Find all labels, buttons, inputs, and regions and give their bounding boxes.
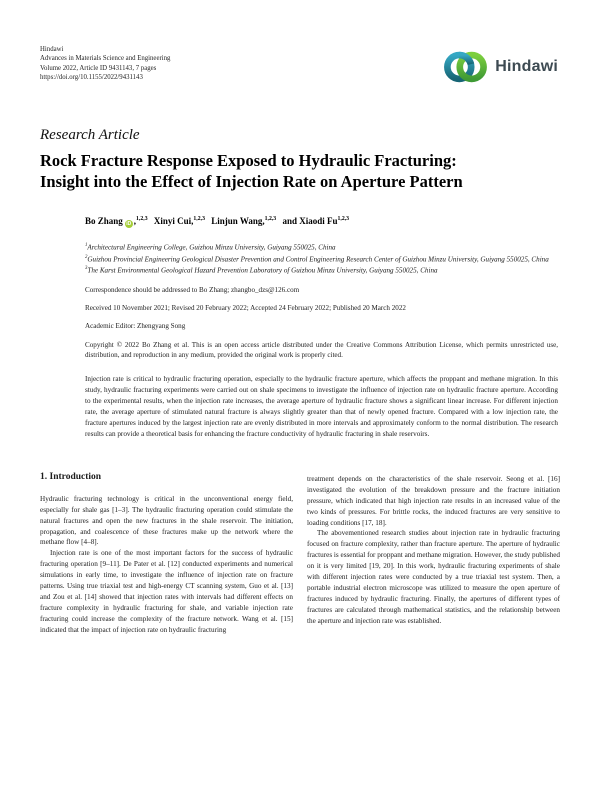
article-body (40, 472, 560, 636)
abstract-text: Injection rate is critical to hydraulic fracturing operation, especially to the hydraulic fracture aperture, which affects the proppant and methane migration. In this study, hydraulic fracturing experiments were carried out on shale specimens to investigate the influence of injection rate on hydraulic fracture aperture. According to the experimental results, when the injection rate increases, the average aperture of hydraulic fracture shows a significant linear increase. For different injection rate, the average aperture of stimulated natural fracture is always slightly greater than that of newly opened fracture. Compared with a low injection rate, the fracture apertures induced by the largest injection rate are evenly distributed in more intervals and approximately conform to the normal distribution. The research results can provide a theoretical basis for enhancing the fracture conductivity of hydraulic fracturing in shale reservoirs. (85, 374, 558, 438)
hindawi-rings-icon (442, 47, 488, 87)
author-bo-zhang: Bo Zhang iD ,$^{1,2,3}$ (85, 216, 148, 227)
affiliation-2: $^2$Guizhou Provincial Engineering Geological Disaster Prevention and Control Engineering Research Center of Guizhou Minzu University, Guiyang 550025, China (85, 254, 549, 263)
journal-name: Advances in Materials Science and Engineering (40, 55, 171, 63)
correspondence-line[interactable]: Correspondence should be addressed to Bo Zhang; zhangbo_dzs@126.com (85, 285, 300, 294)
section-heading-introduction: 1. Introduction (40, 471, 102, 482)
page-header (40, 45, 560, 87)
article-title-line1: Rock Fracture Response Exposed to Hydraulic Fracturing: (40, 151, 457, 170)
intro-paragraph-2: Injection rate is one of the most important factors for the success of hydraulic fracturing operation [9–11]. De Pater et al. [12] conducted experiments and numerical simulations in early time, to investigate the influence of injection rate on fracture patterns. Using true triaxial test and high-energy CT scanning system, Guo et al. [13] and Zou et al. [14] showed that injection rates with intervals had different effects on fracture complexity in hydraulic fracturing for shale, and variable injection rate fracturing could increase the complexity of the fracture network. Wang et al. [15] indicated that the impact of injection rate on hydraulic fracturing (40, 549, 293, 634)
author-linjun-wang: Linjun Wang,$^{1,2,3}$ (211, 216, 277, 226)
affiliation-1: $^1$Architectural Engineering College, Guizhou Minzu University, Guiyang 550025, China (85, 243, 336, 252)
doi-link[interactable]: https://doi.org/10.1155/2022/9431143 (40, 74, 143, 82)
article-title-line2: Insight into the Effect of Injection Rate on Aperture Pattern (40, 171, 463, 191)
intro-paragraph-3: The abovementioned research studies about injection rate in hydraulic fracturing focused on fracture complexity, rather than fracture aperture. The aperture of hydraulic fractures is essential for proppant and methane migration. However, the study published on it is very limited [19, 20]. In this work, hydraulic fracturing experiments of shale with different injection rates were conducted by a true triaxial test system. Then, a portable industrial electron microscope was utilized to measure the open aperture of fractures induced by hydraulic fracturing. Finally, the apertures of different types of fractures are calculated through mathematical statistics, and the relationship between the aperture and injection rate was established. (307, 529, 561, 625)
intro-paragraph-1: Hydraulic fracturing technology is critical in the unconventional energy field, especially for shale gas [1–3]. The hydraulic fracturing operation could stimulate the natural fractures and open the new fractures in the shale reservoir. The initiation, propagation, and coalescence of these fractures make up the network where the methane flow [4–8]. (40, 494, 293, 547)
publisher-block (40, 45, 170, 83)
article-title (40, 151, 560, 192)
article-type-label: Research Article (40, 127, 140, 143)
orcid-icon[interactable]: iD (126, 221, 132, 227)
author-xiaodi-fu: and Xiaodi Fu$^{1,2,3}$ (282, 216, 350, 226)
author-list (85, 216, 558, 228)
author-xinyi-cui: Xinyi Cui,$^{1,2,3}$ (153, 216, 205, 226)
intro-paragraph-2-continued: treatment depends on the characteristics of the shale reservoir. Seong et al. [16] investigated the evolution of the breakdown pressure and the fracture initiation pressure, which indicated that high injection rate results in an increased value of the two kinds of pressures. For brittle rocks, the induced fractures are very sensitive to loading conditions [17, 18]. (307, 474, 560, 527)
volume-line: Volume 2022, Article ID 9431143, 7 pages (40, 64, 157, 72)
affiliation-3: $^3$The Karst Environmental Geological Hazard Prevention Laboratory of Guizhou Minzu University, Guiyang 550025, China (85, 266, 438, 275)
left-column (40, 472, 293, 636)
academic-editor-line: Academic Editor: Zhengyang Song (85, 321, 186, 330)
hindawi-wordmark: Hindawi (495, 58, 558, 75)
history-dates-line: Received 10 November 2021; Revised 20 February 2022; Accepted 24 February 2022; Published 20 March 2022 (85, 303, 406, 312)
right-column (307, 472, 560, 636)
publisher-name: Hindawi (40, 46, 64, 53)
copyright-notice: Copyright © 2022 Bo Zhang et al. This is an open access article distributed under the Creative Commons Attribution License, which permits unrestricted use, distribution, and reproduction in any medium, provided the original work is properly cited. (85, 340, 558, 360)
hindawi-logo (442, 47, 558, 87)
affiliation-list (85, 241, 558, 276)
